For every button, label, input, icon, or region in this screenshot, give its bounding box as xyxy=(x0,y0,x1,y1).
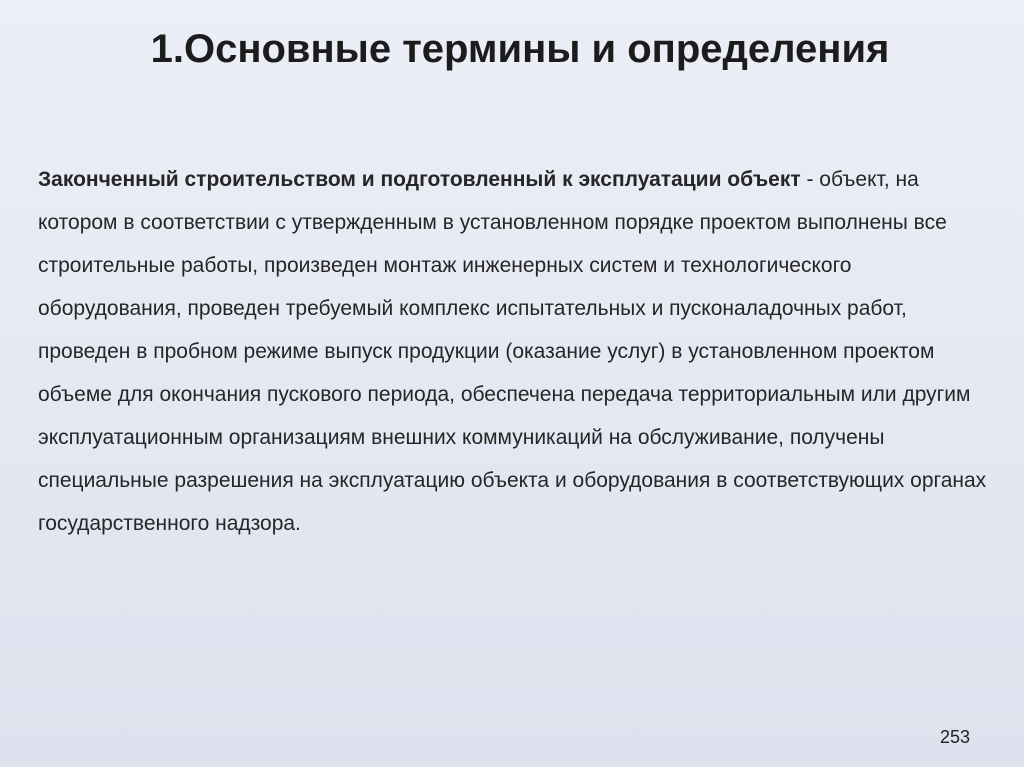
defined-term: Законченный строительством и подготовленный к эксплуатации объект xyxy=(38,168,801,191)
slide-title: 1.Основные термины и определения xyxy=(150,27,890,71)
page-number: 253 xyxy=(939,727,970,747)
definition-text: - объект, на котором в соответствии с утвержденным в установленном порядке проектом выполнены все строительные работы, произведен монтаж инженерных систем и технологического оборудования, проведен требуемый комплекс испытательных и пусконаладочных работ, проведен в пробном режиме выпуск продукции (оказание услуг) в установленном проектом объеме для окончания пускового периода, обеспечена передача территориальным или другим эксплуатационным организациям внешних коммуникаций на обслуживание, получены специальные разрешения на эксплуатацию объекта и оборудования в соответствующих органах государственного надзора. xyxy=(38,168,987,535)
definition-paragraph xyxy=(38,158,993,545)
